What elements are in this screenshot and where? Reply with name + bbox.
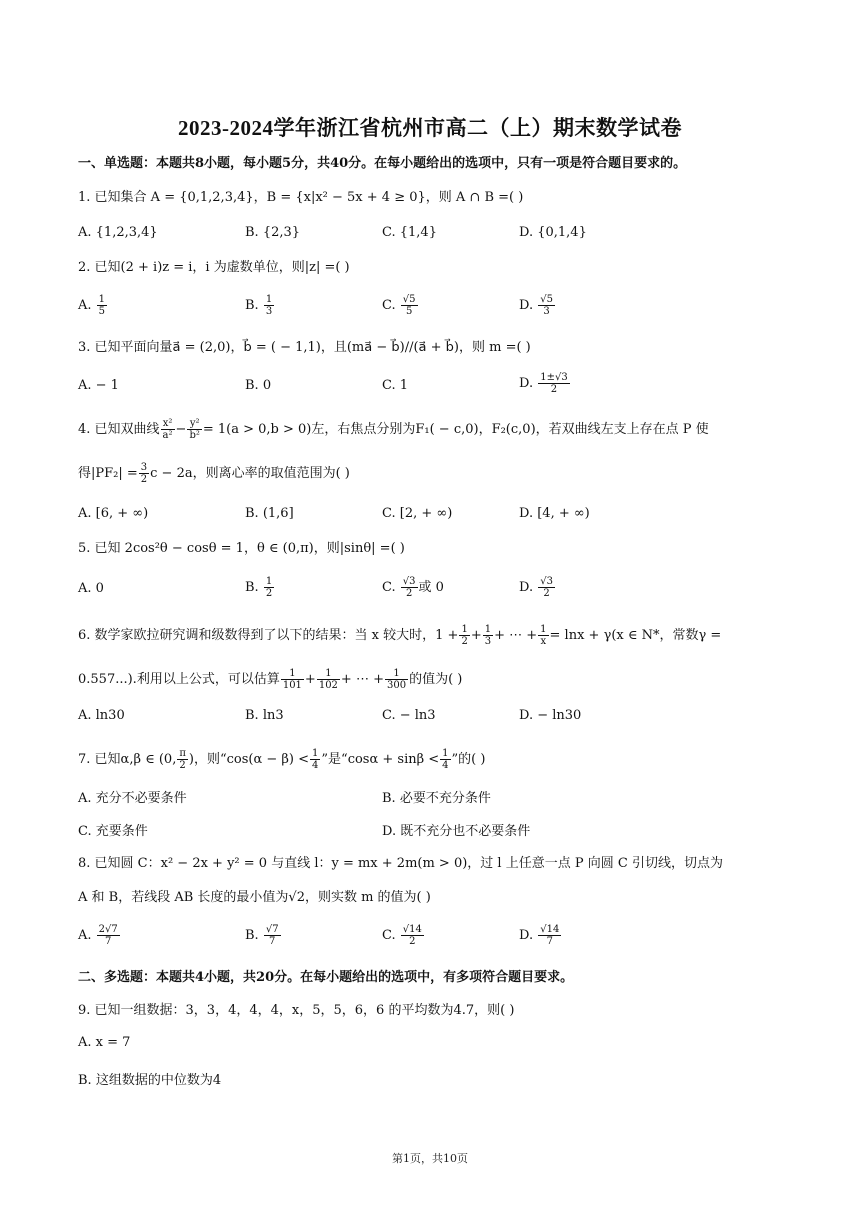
q8-option-d-fraction (538, 924, 561, 947)
numerator: √5 (540, 294, 553, 305)
numerator: 1 (385, 668, 408, 680)
q1-option-b: B. {2,3} (245, 225, 301, 240)
denominator: 102 (318, 680, 338, 691)
numerator: 2√7 (98, 924, 118, 935)
denominator: 7 (546, 936, 553, 947)
q6-fraction-1 (459, 624, 469, 647)
q3-option-a: A. − 1 (78, 378, 119, 393)
numerator: 1 (281, 668, 304, 680)
denominator: 300 (386, 680, 407, 691)
q4-stem-suffix: = 1(a > 0,b > 0)左，右焦点分别为F₁( − c,0)，F₂(c,0)，若双曲线左支上存在点 P 使 (202, 422, 709, 437)
denominator: 3 (265, 306, 273, 317)
q8-option-c-label: C. (382, 928, 396, 943)
numerator: √5 (402, 294, 416, 305)
q7-option-d: D. 既不充分也不必要条件 (382, 824, 531, 839)
numerator: 1 (484, 624, 492, 635)
q3-option-d-label: D. (519, 376, 534, 391)
q4-fraction-y (187, 418, 201, 441)
q5-option-c (382, 576, 444, 599)
q4-line2-suffix: c − 2a，则离心率的取值范围为( ) (150, 466, 350, 481)
q8-option-d-label: D. (519, 928, 534, 943)
q8-option-b-fraction (264, 924, 281, 947)
q7-option-b: B. 必要不充分条件 (382, 791, 491, 806)
q6-fraction-3 (538, 624, 548, 647)
exam-title: 2023-2024学年浙江省杭州市高二（上）期末数学试卷 (178, 116, 682, 140)
numerator: 1 (265, 294, 273, 305)
q2-option-c (382, 294, 419, 317)
denominator: a² (162, 430, 173, 441)
q9-option-a: A. x = 7 (78, 1035, 131, 1050)
question-6-stem-line-2 (78, 668, 782, 691)
denominator: 2 (265, 588, 273, 599)
numerator: y² (187, 418, 201, 430)
q5-option-b-fraction (264, 576, 274, 599)
numerator: √14 (540, 924, 560, 935)
denominator: 2 (405, 588, 413, 599)
q1-option-a: A. {1,2,3,4} (78, 225, 158, 240)
q6-option-d: D. − ln30 (519, 708, 582, 723)
denominator: 3 (543, 306, 550, 317)
denominator: 2 (409, 936, 416, 947)
q2-option-a-label: A. (78, 298, 92, 313)
question-7-stem (78, 748, 782, 771)
q4-option-d: D. [4, + ∞) (519, 506, 590, 521)
q6-ellipsis: + ⋯ + (494, 628, 538, 643)
q6-est-plus: + (304, 672, 316, 687)
q7-stem-suffix: ”的( ) (451, 752, 486, 767)
denominator: 2 (550, 384, 558, 395)
denominator: 7 (105, 936, 112, 947)
q6-option-b: B. ln3 (245, 708, 284, 723)
question-6-stem-line-1 (78, 624, 782, 647)
section-1-heading: 一、单选题：本题共8小题，每小题5分，共40分。在每小题给出的选项中，只有一项是符合题目要求的。 (78, 156, 687, 171)
numerator: 1 (312, 748, 319, 759)
q5-option-c-fraction (401, 576, 418, 599)
q7-stem-prefix: 7. 已知α,β ∈ (0, (78, 752, 177, 767)
denominator: 4 (442, 760, 449, 771)
question-2-stem: 2. 已知(2 + i)z = i，i 为虚数单位，则|z| =( ) (78, 260, 350, 275)
q8-option-c (382, 924, 425, 947)
q5-option-a: A. 0 (78, 581, 104, 596)
numerator: 1 (461, 624, 468, 635)
q4-option-c: C. [2, + ∞) (382, 506, 453, 521)
numerator: 1 (442, 748, 449, 759)
q7-stem-mid-1: )，则“cos(α − β) < (188, 752, 310, 767)
q8-option-b (245, 924, 282, 947)
q6-fraction-2 (483, 624, 493, 647)
q8-option-b-label: B. (245, 928, 259, 943)
q9-option-b: B. 这组数据的中位数为4 (78, 1073, 222, 1088)
q1-option-c: C. {1,4} (382, 225, 437, 240)
q5-option-c-label: C. (382, 580, 396, 595)
numerator: 1 (540, 624, 547, 635)
denominator: 7 (269, 936, 276, 947)
denominator: 3 (484, 636, 492, 647)
q5-option-d-fraction (538, 576, 555, 599)
q4-line2-fraction (139, 462, 149, 485)
q3-option-b: B. 0 (245, 378, 272, 393)
q4-option-a: A. [6, + ∞) (78, 506, 149, 521)
q6-line2-suffix: 的值为( ) (409, 672, 463, 687)
question-9-stem: 9. 已知一组数据：3，3，4，4，4，x，5，5，6，6 的平均数为4.7，则( ) (78, 1003, 515, 1018)
numerator: x² (161, 418, 175, 430)
denominator: 101 (282, 680, 302, 691)
q2-option-a (78, 294, 108, 317)
numerator: 1 (98, 294, 106, 305)
q8-option-d (519, 924, 562, 947)
q8-option-a (78, 924, 121, 947)
page-footer: 第1页，共10页 (392, 1152, 468, 1165)
q2-option-a-fraction (97, 294, 107, 317)
q7-quarter-fraction-1 (310, 748, 320, 771)
q3-option-d (519, 372, 571, 395)
denominator: 2 (140, 474, 148, 485)
q2-option-d (519, 294, 556, 317)
q2-option-b-label: B. (245, 298, 259, 313)
question-5-stem: 5. 已知 2cos²θ − cosθ = 1，θ ∈ (0,π)，则|sinθ| =( ) (78, 541, 405, 556)
question-3-stem: 3. 已知平面向量a⃗ = (2,0)，b⃗ = ( − 1,1)，且(ma⃗ − b⃗)//(a⃗ + b⃗)，则 m =( ) (78, 340, 531, 355)
denominator: 5 (98, 306, 106, 317)
numerator: √14 (402, 924, 422, 935)
q2-option-d-fraction (538, 294, 555, 317)
numerator: 1 (317, 668, 340, 680)
q5-option-b-label: B. (245, 580, 259, 595)
q7-quarter-fraction-2 (440, 748, 450, 771)
q3-option-c: C. 1 (382, 378, 409, 393)
question-4-stem-line-2 (78, 462, 782, 485)
q6-option-a: A. ln30 (78, 708, 125, 723)
q8-option-a-label: A. (78, 928, 92, 943)
q1-option-d: D. {0,1,4} (519, 225, 587, 240)
q5-option-b (245, 576, 275, 599)
q6-est-fraction-1 (281, 668, 304, 691)
q6-line2-prefix: 0.557...).利用以上公式，可以估算 (78, 672, 280, 687)
q7-option-c: C. 充要条件 (78, 824, 148, 839)
q4-minus: − (175, 422, 187, 437)
q6-est-fraction-3 (385, 668, 408, 691)
q6-plus: + (470, 628, 482, 643)
q7-stem-mid-2: ”是“cosα + sinβ < (321, 752, 440, 767)
numerator: √7 (265, 924, 279, 935)
q3-option-d-fraction (538, 372, 569, 395)
q6-line1-suffix: = lnx + γ(x ∈ N*，常数γ = (549, 628, 722, 643)
numerator: √3 (402, 576, 416, 587)
denominator: 5 (405, 306, 413, 317)
q4-option-b: B. (1,6] (245, 506, 294, 521)
numerator: 1 (265, 576, 273, 587)
denominator: 2 (179, 760, 186, 771)
question-1-stem: 1. 已知集合 A = {0,1,2,3,4}，B = {x|x² − 5x + 4 ≥ 0}，则 A ∩ B =( ) (78, 190, 524, 205)
numerator: 3 (140, 462, 148, 473)
section-2-heading: 二、多选题：本题共4小题，共20分。在每小题给出的选项中，有多项符合题目要求。 (78, 970, 574, 985)
q5-option-d (519, 576, 556, 599)
denominator: 2 (543, 588, 550, 599)
q4-line2-prefix: 得|PF₂| = (78, 466, 138, 481)
q2-option-b (245, 294, 275, 317)
q6-est-ellipsis: + ⋯ + (340, 672, 384, 687)
q5-option-c-suffix: 或 0 (418, 580, 444, 595)
q7-pi-fraction (177, 748, 188, 771)
q7-option-a: A. 充分不必要条件 (78, 791, 187, 806)
question-8-stem-line-2: A 和 B，若线段 AB 长度的最小值为√2，则实数 m 的值为( ) (78, 890, 431, 905)
q4-fraction-x (161, 418, 175, 441)
q2-option-c-fraction (401, 294, 418, 317)
numerator: 1±√3 (540, 372, 568, 383)
numerator: √3 (540, 576, 553, 587)
denominator: b² (189, 430, 200, 441)
denominator: x (540, 636, 547, 647)
denominator: 2 (461, 636, 468, 647)
question-4-stem-line-1 (78, 418, 782, 441)
q5-option-d-label: D. (519, 580, 534, 595)
denominator: 4 (312, 760, 319, 771)
q4-stem-prefix: 4. 已知双曲线 (78, 422, 160, 437)
q8-option-a-fraction (97, 924, 120, 947)
q6-line1-prefix: 6. 数学家欧拉研究调和级数得到了以下的结果：当 x 较大时，1 + (78, 628, 459, 643)
question-8-stem-line-1: 8. 已知圆 C：x² − 2x + y² = 0 与直线 l：y = mx + 2m(m > 0)，过 l 上任意一点 P 向圆 C 引切线，切点为 (78, 856, 723, 871)
q8-option-c-fraction (401, 924, 424, 947)
q2-option-d-label: D. (519, 298, 534, 313)
numerator: π (179, 748, 186, 759)
q6-est-fraction-2 (317, 668, 340, 691)
q6-option-c: C. − ln3 (382, 708, 436, 723)
q2-option-c-label: C. (382, 298, 396, 313)
q2-option-b-fraction (264, 294, 274, 317)
